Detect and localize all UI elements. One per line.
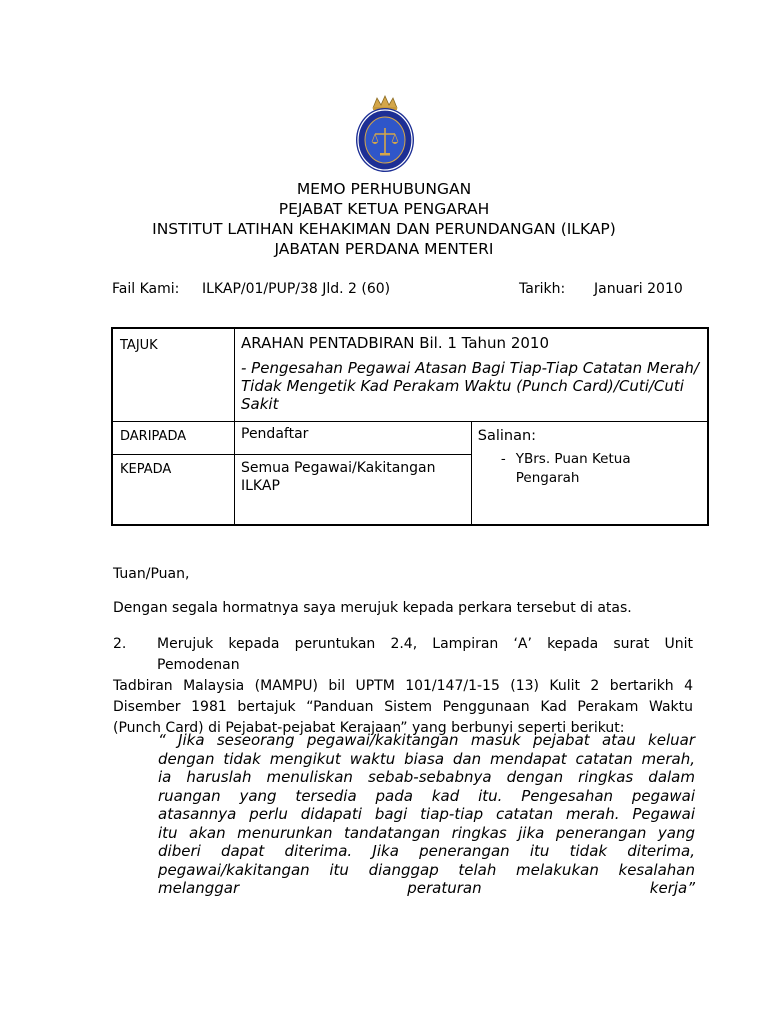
quote-line: ruangan yang tersedia pada kad itu. Pengesahan pegawai [158, 786, 695, 805]
subject-title: ARAHAN PENTADBIRAN Bil. 1 Tahun 2010 [241, 334, 550, 352]
quote-line: ia haruslah menuliskan sebab-sebabnya dengan ringkas dalam [158, 768, 695, 786]
department-heading: JABATAN PERDANA MENTERI [274, 240, 494, 258]
copy-recipient [478, 450, 701, 488]
paragraph-line: Disember 1981 bertajuk “Panduan Sistem Penggunaan Kad Perakam Waktu [113, 699, 693, 715]
to-value: Semua Pegawai/Kakitangan ILKAP [235, 455, 472, 525]
quote-line: itu akan menurunkan tandatangan ringkas jika penerangan yang [158, 823, 695, 842]
reference-paragraph: Dengan segala hormatnya saya merujuk kepada perkara tersebut di atas. [113, 600, 632, 616]
quote-line: atasannya perlu didapati bagi tiap-tiap catatan merah. Pegawai [158, 805, 695, 823]
table-row-from [112, 422, 708, 455]
memo-info-table [111, 327, 709, 526]
paragraph-2 [113, 634, 693, 739]
subject-label: TAJUK [112, 328, 235, 422]
ilkap-emblem-icon [353, 94, 417, 174]
date-label: Tarikh: [519, 281, 566, 297]
table-row-subject [112, 328, 708, 422]
quote-line: dengan tidak mengikut waktu biasa dan mendapat catatan merah, [158, 749, 695, 768]
quoted-regulation [158, 731, 695, 898]
greeting: Tuan/Puan, [113, 566, 190, 582]
office-heading: PEJABAT KETUA PENGARAH [278, 200, 490, 218]
list-dash: - [500, 451, 506, 467]
from-label: DARIPADA [112, 422, 235, 455]
institute-heading: INSTITUT LATIHAN KEHAKIMAN DAN PERUNDANGAN (ILKAP) [152, 220, 616, 238]
copy-cell [471, 422, 708, 525]
file-ref-label: Fail Kami: [112, 281, 180, 297]
date-value: Januari 2010 [594, 281, 683, 297]
quote-line: pegawai/kakitangan itu dianggap telah melakukan kesalahan [158, 860, 695, 879]
paragraph-line [113, 634, 693, 676]
quote-line: “ Jika seseorang pegawai/kakitangan masuk pejabat atau keluar [158, 731, 695, 749]
paragraph-line: Tadbiran Malaysia (MAMPU) bil UPTM 101/147/1-15 (13) Kulit 2 bertarikh 4 [113, 678, 693, 694]
subject-description: - Pengesahan Pegawai Atasan Bagi Tiap-Tiap Catatan Merah/ Tidak Mengetik Kad Perakam Waktu (Punch Card)/Cuti/Cuti Sakit [241, 359, 699, 413]
subject-cell [235, 328, 709, 422]
paragraph-number: 2. [113, 636, 127, 652]
copy-label: Salinan: [477, 428, 537, 444]
copy-recipient-name: YBrs. Puan Ketua Pengarah [515, 451, 631, 486]
from-value: Pendaftar [235, 422, 472, 455]
memo-heading: MEMO PERHUBUNGAN [296, 180, 472, 198]
paragraph-text: Merujuk kepada peruntukan 2.4, Lampiran ‘A’ kepada surat Unit Pemodenan [157, 636, 693, 673]
to-label: KEPADA [112, 455, 235, 525]
ilkap-logo [353, 94, 417, 174]
paragraph-line: (Punch Card) di Pejabat-pejabat Kerajaan” yang berbunyi seperti berikut: [113, 720, 625, 736]
quote-line: melanggar peraturan kerja” [158, 879, 695, 897]
file-ref-value: ILKAP/01/PUP/38 Jld. 2 (60) [202, 281, 391, 297]
quote-line: diberi dapat diterima. Jika penerangan itu tidak diterima, [158, 842, 695, 860]
